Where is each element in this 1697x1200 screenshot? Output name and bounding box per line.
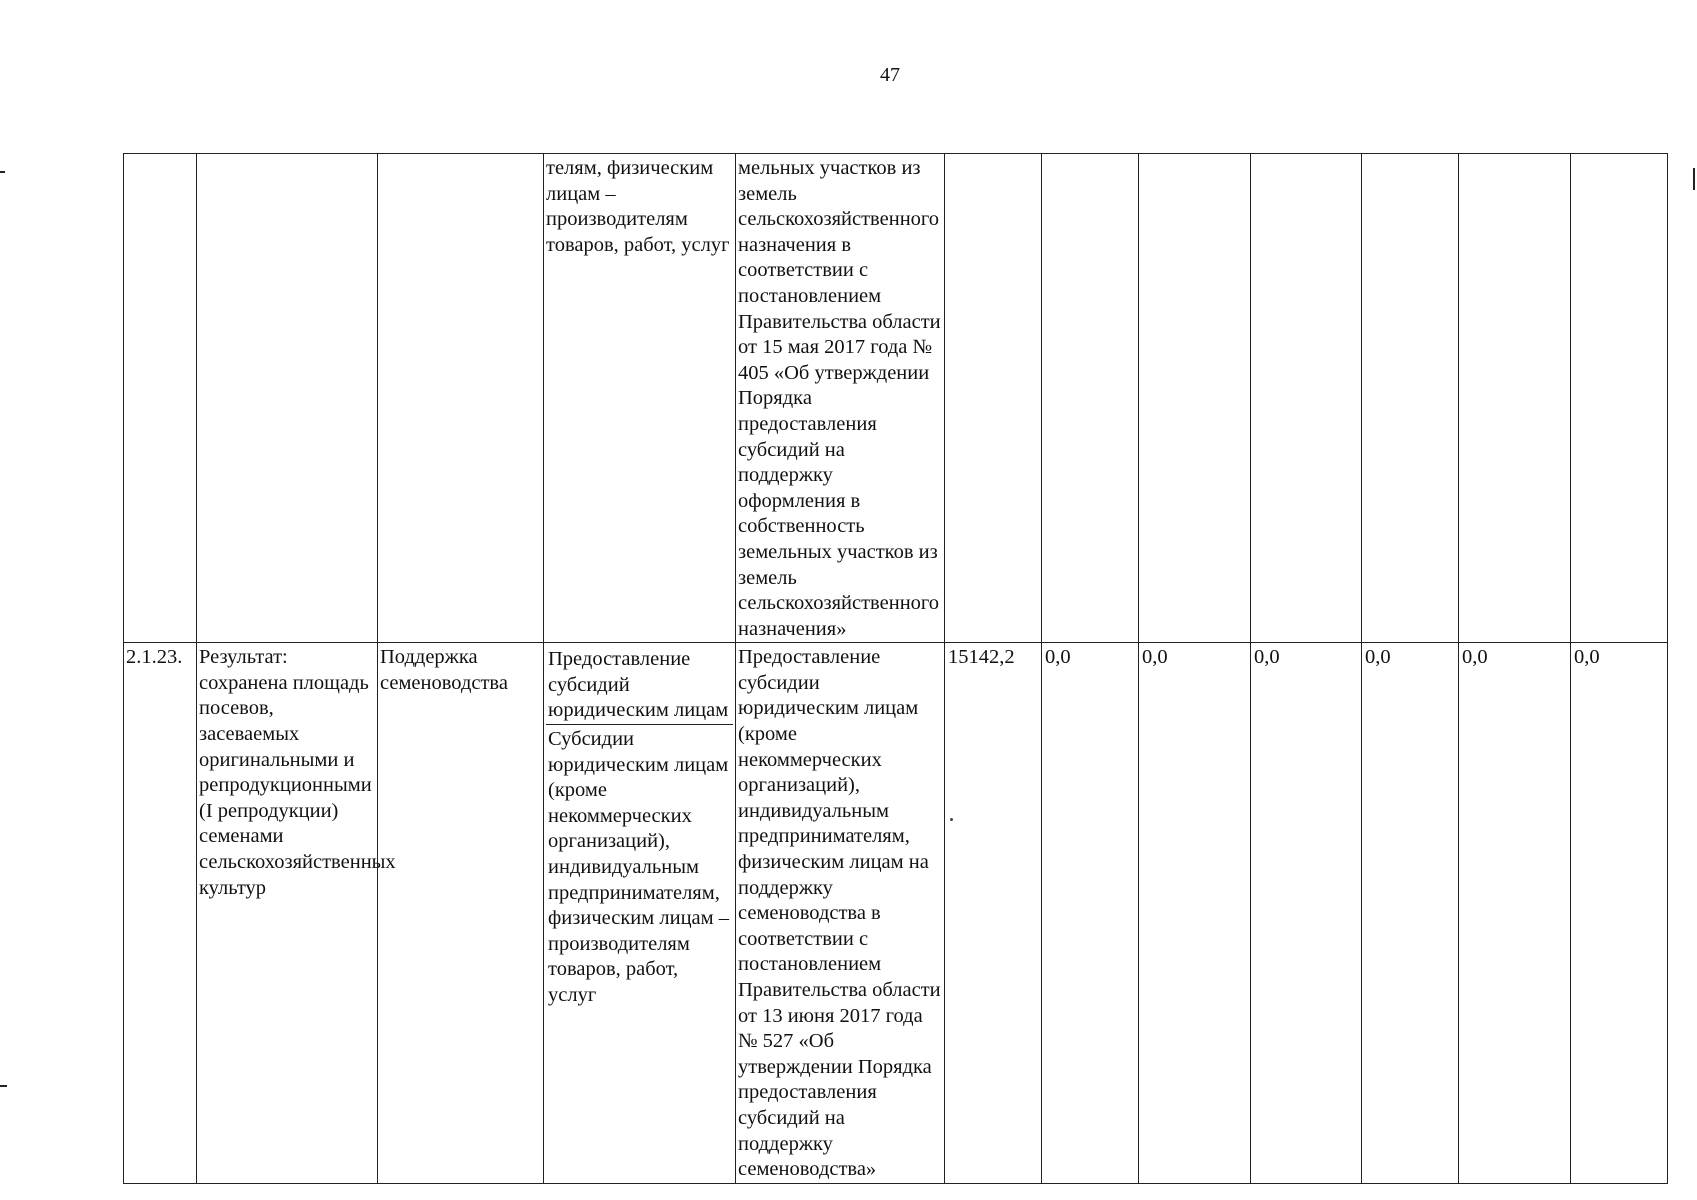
row-value-3 bbox=[1251, 154, 1362, 643]
row-value-6: 0,0 bbox=[1571, 643, 1668, 1183]
row-activity: Поддержка семеноводства bbox=[378, 643, 544, 1183]
row-measure-bottom: Субсидии юридическим лицам (кроме некоммерческих организаций), индивидуальным предпринимателям, физическим лицам – производителям товаров, работ, услуг bbox=[546, 724, 733, 1009]
row-measure-top: Предоставление субсидий юридическим лицам bbox=[548, 648, 729, 722]
page-number: 47 bbox=[880, 64, 900, 86]
scan-mark-left-bottom bbox=[0, 1085, 7, 1087]
row-measure: телям, физическим лицам – производителям товаров, работ, услуг bbox=[544, 154, 736, 643]
row-measure-cell bbox=[544, 643, 736, 1183]
row-value-3: 0,0 bbox=[1251, 643, 1362, 1183]
row-value-1: 0,0 bbox=[1042, 643, 1139, 1183]
row-value-1 bbox=[1042, 154, 1139, 643]
row-result: Результат: сохранена площадь посевов, засеваемых оригинальными и репродукционными (I репродукции) семенами сельскохозяйственных культур bbox=[197, 643, 378, 1183]
table-row-continued bbox=[124, 154, 1668, 643]
row-value-2: 0,0 bbox=[1139, 643, 1251, 1183]
row-value-5 bbox=[1459, 154, 1571, 643]
program-table bbox=[123, 153, 1668, 1184]
scan-mark-right bbox=[1693, 168, 1695, 190]
row-value-total bbox=[945, 154, 1042, 643]
row-index: 2.1.23. bbox=[124, 643, 197, 1183]
row-value-2 bbox=[1139, 154, 1251, 643]
row-result bbox=[197, 154, 378, 643]
row-index bbox=[124, 154, 197, 643]
row-value-total: 15142,2 bbox=[945, 643, 1042, 1183]
row-value-6 bbox=[1571, 154, 1668, 643]
row-value-4: 0,0 bbox=[1362, 643, 1459, 1183]
row-basis: мельных участков из земель сельскохозяйственного назначения в соответствии с постановлением Правительства области от 15 мая 2017 года № 405 «Об утверждении Порядка предоставления субсидий на поддержку оформления в собственность земельных участков из земель сельскохозяйственного назначения» bbox=[736, 154, 945, 643]
row-value-5: 0,0 bbox=[1459, 643, 1571, 1183]
row-value-4 bbox=[1362, 154, 1459, 643]
table-row-2-1-23 bbox=[124, 643, 1668, 1183]
row-activity bbox=[378, 154, 544, 643]
row-basis: Предоставление субсидии юридическим лицам (кроме некоммерческих организаций), индивидуальным предпринимателям, физическим лицам на поддержку семеноводства в соответствии с постановлением Правительства области от 13 июня 2017 года № 527 «Об утверждении Порядка предоставления субсидий на поддержку семеноводства» bbox=[736, 643, 945, 1183]
scan-mark-left-top bbox=[0, 171, 5, 173]
